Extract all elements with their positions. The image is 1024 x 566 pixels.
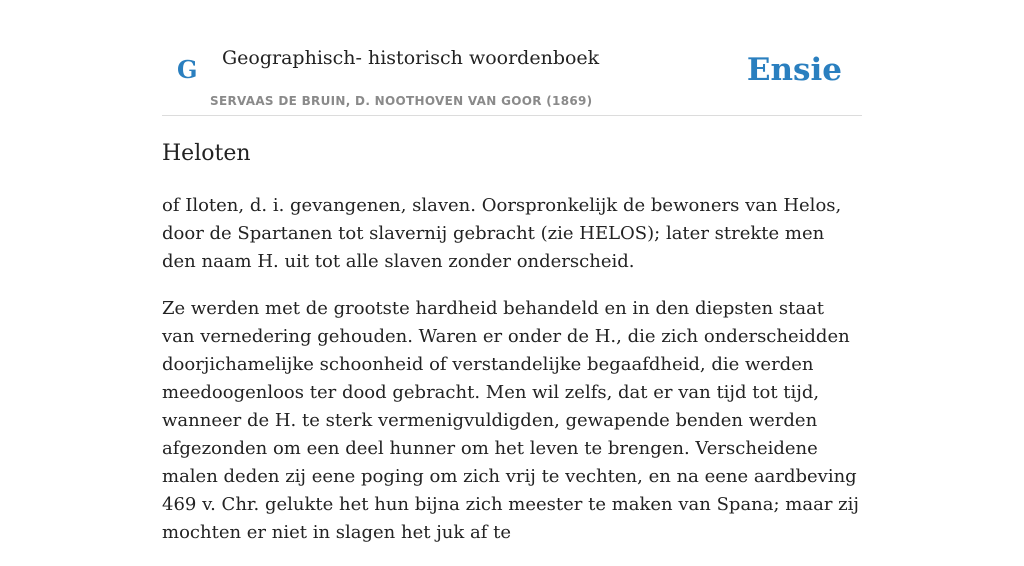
entry-paragraph: Ze werden met de grootste hardheid behandeld en in den diepsten staat van vernedering gehouden. Waren er onder de H., die zich onderscheidden doorjichamelijke schoonheid of verstandelijke begaafdheid, die werden meedoogenloos ter dood gebracht. Men wil zelfs, dat er van tijd tot tijd, wanneer de H. te sterk vermenigvuldigden, gewapende benden werden afgezonden om een deel hunner om het leven te brengen. Verscheidene malen deden zij eene poging om zich vrij te vechten, en na eene aardbeving 469 v. Chr. gelukte het hun bijna zich meester te maken van Spana; maar zij mochten er niet in slagen het juk af te (162, 298, 859, 543)
book-author: SERVAAS DE BRUIN, D. NOOTHOVEN VAN GOOR (1869) (210, 94, 593, 108)
entry-content (162, 192, 862, 566)
entry-paragraph: of Iloten, d. i. gevangenen, slaven. Oorspronkelijk de bewoners van Helos, door de Spartanen tot slavernij gebracht (zie HELOS); later strekte men den naam H. uit tot alle slaven zonder onderscheid. (162, 195, 842, 272)
entry-title: Heloten (162, 141, 251, 166)
ensie-logo-link[interactable]: Ensie (746, 52, 842, 88)
book-title: Geographisch- historisch woordenboek (222, 47, 600, 69)
book-letter-icon: G (177, 55, 198, 84)
site-header (162, 0, 862, 116)
